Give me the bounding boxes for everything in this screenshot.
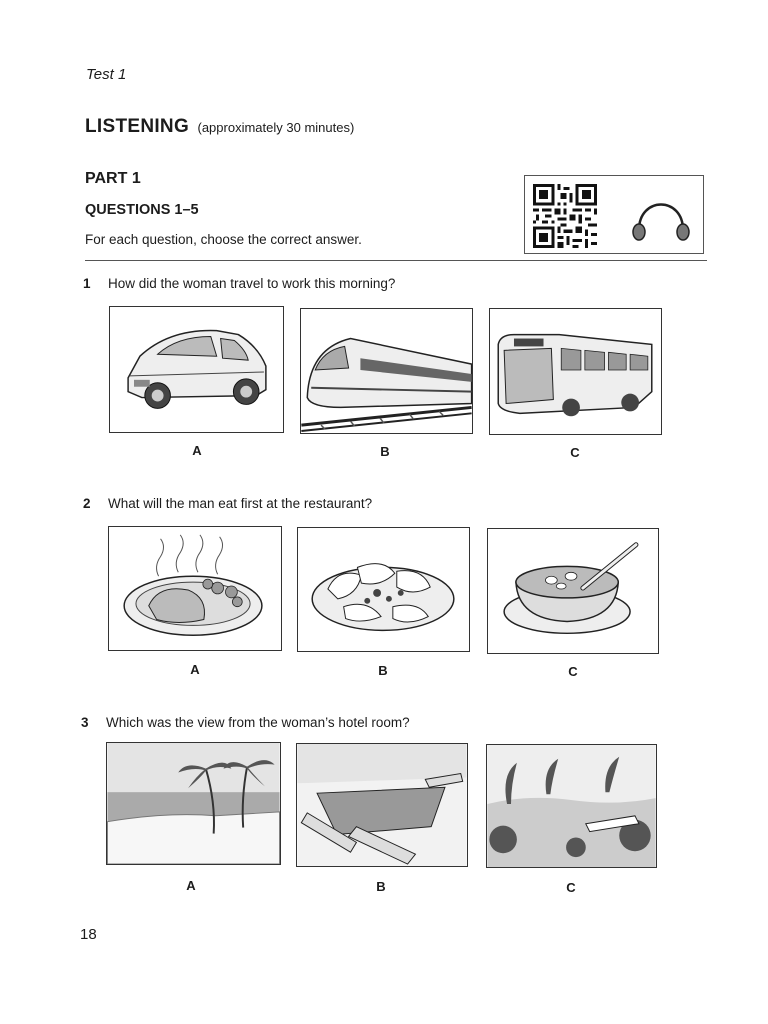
option-letter: A: [190, 662, 200, 677]
question-number: 2: [83, 496, 91, 511]
option-3c-image[interactable]: [486, 744, 657, 868]
hot-chicken-plate-icon: [109, 527, 281, 650]
section-duration: (approximately 30 minutes): [197, 120, 355, 135]
page-number: 18: [80, 926, 97, 943]
question-text: Which was the view from the woman’s hotel room?: [106, 715, 410, 730]
option-1a-image[interactable]: [109, 306, 284, 433]
soup-bowl-icon: [488, 529, 658, 653]
option-1b-image[interactable]: [300, 308, 473, 434]
question-text: What will the man eat first at the restaurant?: [108, 496, 373, 511]
question-3: [81, 714, 89, 732]
option-3a-image[interactable]: [106, 742, 281, 865]
instruction-text: For each question, choose the correct answer.: [85, 232, 362, 247]
option-letter: C: [570, 445, 580, 460]
question-1: [83, 275, 91, 293]
garden-icon: [487, 745, 656, 867]
option-3b-image[interactable]: [296, 743, 468, 867]
option-letter: B: [376, 879, 386, 894]
test-label: Test 1: [86, 66, 127, 83]
divider: [85, 260, 707, 261]
option-letter: A: [192, 443, 202, 458]
option-2a-image[interactable]: [108, 526, 282, 651]
question-text: How did the woman travel to work this morning?: [108, 276, 396, 291]
part-title: PART 1: [85, 170, 141, 187]
question-number: 3: [81, 715, 89, 730]
beach-palms-icon: [107, 743, 280, 864]
option-2b-image[interactable]: [297, 527, 470, 652]
section-heading: [85, 116, 354, 138]
question-number: 1: [83, 276, 91, 291]
option-letter: A: [186, 878, 196, 893]
option-1c-image[interactable]: [489, 308, 662, 435]
section-title: LISTENING: [85, 116, 190, 137]
question-2: [83, 495, 91, 513]
salad-plate-icon: [298, 528, 469, 651]
audio-box: [524, 175, 704, 254]
train-icon: [301, 309, 472, 433]
option-letter: B: [378, 663, 388, 678]
option-letter: B: [380, 444, 390, 459]
option-letter: C: [566, 880, 576, 895]
qr-code-icon[interactable]: [533, 184, 597, 248]
questions-range: QUESTIONS 1–5: [85, 202, 199, 218]
headphones-icon: [629, 186, 693, 246]
bus-icon: [490, 309, 661, 434]
option-2c-image[interactable]: [487, 528, 659, 654]
option-letter: C: [568, 664, 578, 679]
swimming-pool-icon: [297, 744, 467, 866]
car-icon: [110, 307, 283, 432]
